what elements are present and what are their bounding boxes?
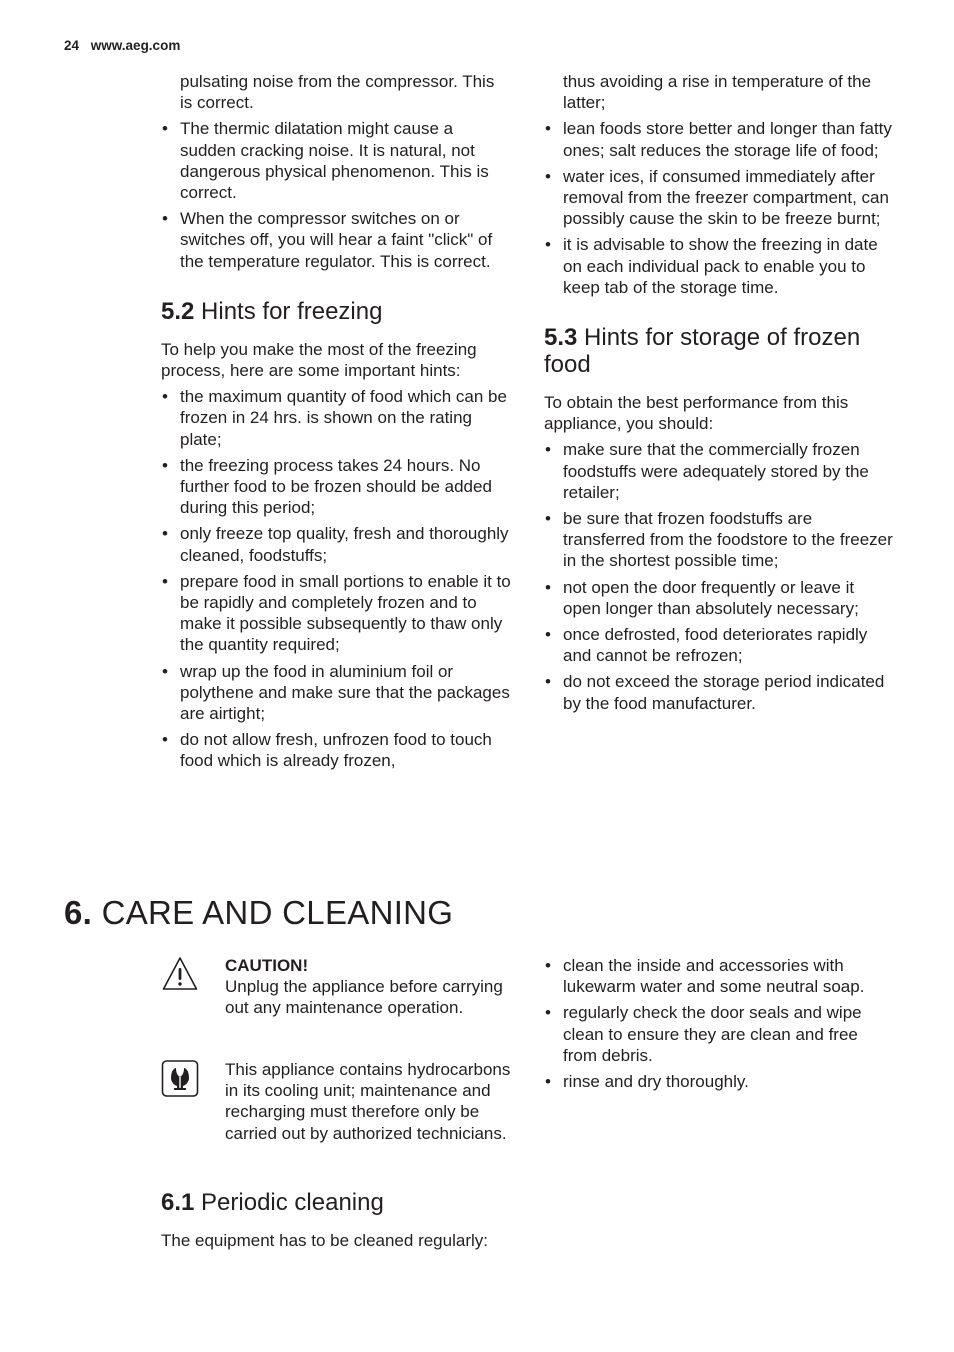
chapter-number: 6. <box>64 894 93 931</box>
section-6-1-block <box>161 1163 511 1256</box>
list-item: • wrap up the food in aluminium foil or polythene and make sure that the packages are airtight; <box>161 661 511 725</box>
list-item: • it is advisable to show the freezing in date on each individual pack to enable you to keep tab of the storage time. <box>544 234 896 298</box>
section-title: Hints for freezing <box>201 297 383 325</box>
section-number: 5.3 <box>544 324 578 352</box>
section-heading-5-2 <box>161 298 511 325</box>
list-item: • not open the door frequently or leave it open longer than absolutely necessary; <box>544 577 896 619</box>
list-item: • rinse and dry thoroughly. <box>544 1071 896 1092</box>
chapter-title: CARE AND CLEANING <box>101 894 454 931</box>
list-item: • once defrosted, food deteriorates rapidly and cannot be refrozen; <box>544 624 896 666</box>
right-column-bottom <box>544 955 896 1097</box>
section-title: Periodic cleaning <box>201 1189 384 1216</box>
list-item: thus avoiding a rise in temperature of the latter; <box>563 72 872 113</box>
caution-title: CAUTION! <box>225 956 309 975</box>
environment-notice <box>161 1059 511 1144</box>
environment-icon <box>161 1059 199 1097</box>
section-number: 5.2 <box>161 297 195 325</box>
freezing-hints-continued-list <box>544 71 896 298</box>
list-item: • make sure that the commercially frozen foodstuffs were adequately stored by the retailer; <box>544 439 896 503</box>
list-item: • the freezing process takes 24 hours. No further food to be frozen should be added during this period; <box>161 455 511 519</box>
cleaning-steps-list <box>544 955 896 1092</box>
environment-text: This appliance contains hydrocarbons in its cooling unit; maintenance and recharging must therefore only be carried out by authorized technicians. <box>225 1060 511 1143</box>
website-url[interactable]: www.aeg.com <box>90 38 181 53</box>
list-item: • regularly check the door seals and wipe clean to ensure they are clean and free from debris. <box>544 1002 896 1066</box>
section-heading-5-3 <box>544 324 896 378</box>
list-item: • clean the inside and accessories with lukewarm water and some neutral soap. <box>544 955 896 997</box>
storage-hints-list <box>544 439 896 713</box>
list-item: • do not exceed the storage period indicated by the food manufacturer. <box>544 671 896 713</box>
list-item: • do not allow fresh, unfrozen food to touch food which is already frozen, <box>161 729 511 771</box>
noise-list <box>161 71 511 272</box>
left-column-top <box>161 71 511 777</box>
page-number: 24 <box>64 38 80 53</box>
list-item: pulsating noise from the compressor. This is correct. <box>180 72 495 113</box>
section-intro: To help you make the most of the freezing process, here are some important hints: <box>161 339 477 381</box>
warning-triangle-icon <box>161 955 199 993</box>
list-item: • prepare food in small portions to enable it to be rapidly and completely frozen and to make it possible subsequently to thaw only the quantity required; <box>161 571 511 656</box>
section-intro: To obtain the best performance from this appliance, you should: <box>544 393 849 434</box>
page-header <box>64 38 180 53</box>
list-item: • The thermic dilatation might cause a sudden cracking noise. It is natural, not dangerous physical phenomenon. This is correct. <box>161 118 511 203</box>
list-item: • be sure that frozen foodstuffs are transferred from the foodstore to the freezer in the shortest possible time; <box>544 508 896 572</box>
list-item: • When the compressor switches on or switches off, you will hear a faint "click" of the temperature regulator. This is correct. <box>161 208 511 272</box>
right-column-top <box>544 71 896 719</box>
chapter-heading <box>64 893 453 933</box>
list-item: • the maximum quantity of food which can be frozen in 24 hrs. is shown on the rating plate; <box>161 386 511 450</box>
section-intro: The equipment has to be cleaned regularly: <box>161 1231 488 1250</box>
caution-text: Unplug the appliance before carrying out any maintenance operation. <box>225 977 503 1018</box>
caution-text-block <box>225 955 511 1019</box>
freezing-hints-list <box>161 386 511 771</box>
section-title: Hints for storage of frozen food <box>544 324 861 379</box>
section-number: 6.1 <box>161 1189 195 1216</box>
caution-notice <box>161 955 511 1019</box>
list-item: • only freeze top quality, fresh and thoroughly cleaned, foodstuffs; <box>161 523 511 565</box>
list-item: • lean foods store better and longer than fatty ones; salt reduces the storage life of food; <box>544 118 896 160</box>
list-item: • water ices, if consumed immediately after removal from the freezer compartment, can possibly cause the skin to be freeze burnt; <box>544 166 896 230</box>
section-heading-6-1 <box>161 1189 511 1216</box>
